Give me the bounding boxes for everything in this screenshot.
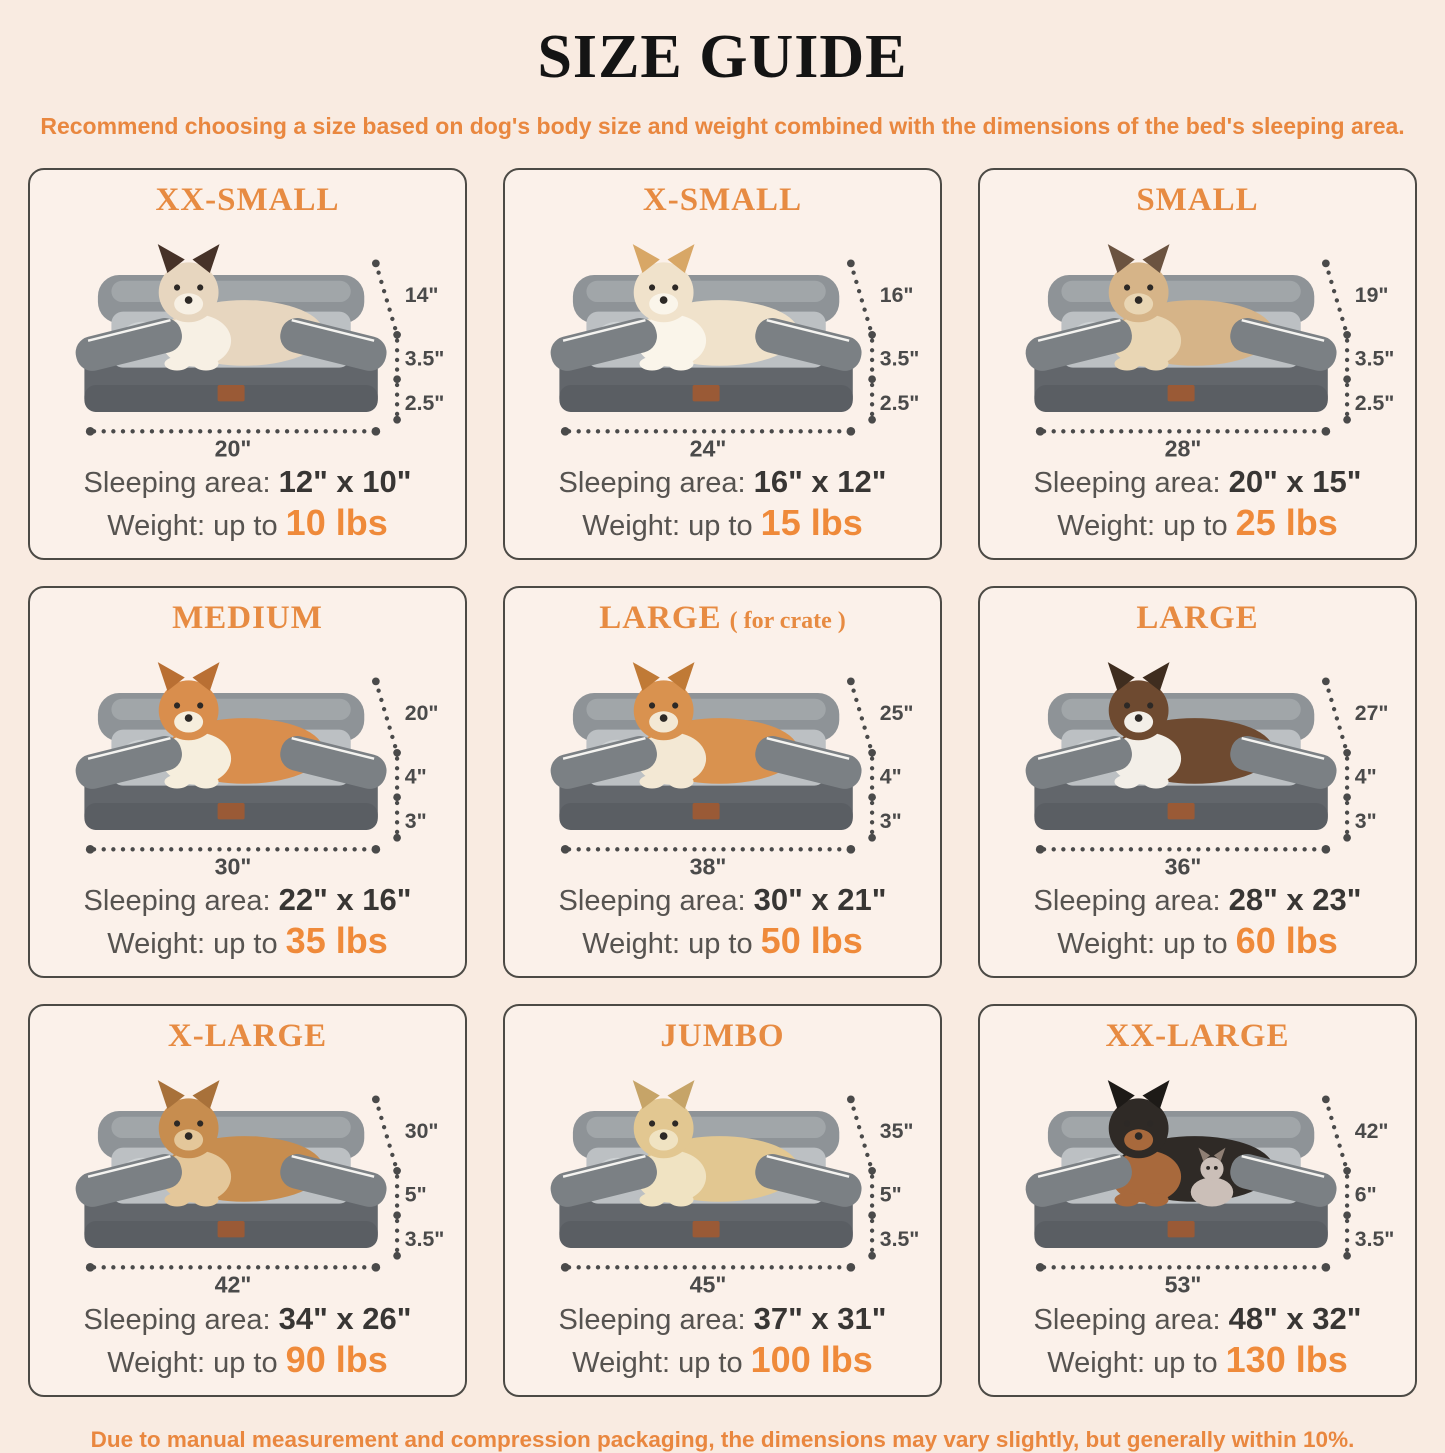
weight-line <box>515 502 930 544</box>
weight-value: 50 lbs <box>760 920 863 962</box>
brand-tag <box>693 385 720 401</box>
length-dim-line <box>851 1100 872 1171</box>
companion-right-eye <box>1214 1166 1218 1170</box>
bed-back-bolster-highlight <box>586 699 825 720</box>
brand-tag <box>1168 385 1195 401</box>
sleeping-area-line <box>40 464 455 500</box>
dim-dot <box>868 834 876 842</box>
size-card-title <box>990 182 1405 219</box>
length-dim-line <box>1326 1100 1347 1171</box>
dim-dot <box>847 845 856 854</box>
sleeping-area-label: Sleeping area: <box>83 885 271 918</box>
dim-dot <box>561 427 570 436</box>
bed-figure <box>40 219 455 462</box>
dim-dot <box>1343 331 1351 339</box>
dim-dot <box>1322 845 1331 854</box>
width-dim-label: 42" <box>214 1271 252 1298</box>
pet-nose <box>660 714 668 722</box>
size-name: LARGE <box>599 600 722 637</box>
weight-value: 130 lbs <box>1225 1338 1348 1380</box>
bed-figure <box>515 637 930 880</box>
dog-bed-illustration <box>515 1055 930 1298</box>
dim-dot <box>372 845 381 854</box>
length-dim-line <box>851 263 872 334</box>
brand-tag <box>218 803 245 819</box>
dim-dot <box>372 678 380 686</box>
size-card <box>978 1004 1417 1396</box>
companion-left-eye <box>1206 1166 1210 1170</box>
pet-right-paw <box>668 775 693 789</box>
weight-line <box>990 920 1405 962</box>
dim-dot <box>1343 1212 1351 1220</box>
bed-back-bolster-highlight <box>586 281 825 302</box>
pet-left-paw <box>640 357 665 371</box>
brand-tag <box>218 385 245 401</box>
weight-value: 90 lbs <box>285 1338 388 1380</box>
size-card-title <box>40 1018 455 1055</box>
dim-dot <box>868 794 876 802</box>
size-card-title <box>990 1018 1405 1055</box>
dog-bed-illustration <box>990 637 1405 880</box>
size-card <box>28 1004 467 1396</box>
pet-left-eye <box>649 703 655 709</box>
length-dim-label: 42" <box>1354 1120 1389 1144</box>
dim-dot <box>561 845 570 854</box>
pet-right-paw <box>668 1193 693 1207</box>
dim-dot <box>1322 1096 1330 1104</box>
pet-right-eye <box>197 1121 203 1127</box>
brand-tag <box>1168 1221 1195 1237</box>
bolster-dim-label: 3.5" <box>879 347 920 371</box>
base-dim-label: 2.5" <box>404 392 445 416</box>
base-dim-label: 3.5" <box>1354 1228 1395 1252</box>
bolster-dim-label: 3.5" <box>1354 347 1395 371</box>
dim-dot <box>372 1263 381 1272</box>
sleeping-area-label: Sleeping area: <box>1033 1303 1221 1336</box>
pet-left-paw <box>165 1193 190 1207</box>
weight-label: Weight: up to <box>107 1346 278 1379</box>
bed-figure <box>515 1055 930 1298</box>
length-dim-line <box>851 682 872 753</box>
dim-dot <box>1343 416 1351 424</box>
dim-dot <box>86 845 95 854</box>
base-dim-label: 3.5" <box>404 1228 445 1252</box>
length-dim-line <box>376 1100 397 1171</box>
size-card-title <box>40 182 455 219</box>
bolster-dim-label: 3.5" <box>404 347 445 371</box>
weight-value: 100 lbs <box>750 1338 873 1380</box>
weight-label: Weight: up to <box>582 510 753 543</box>
bed-back-bolster-highlight <box>1061 699 1300 720</box>
dog-bed-illustration <box>515 637 930 880</box>
dim-dot <box>1343 375 1351 383</box>
length-dim-label: 14" <box>404 283 439 307</box>
sleeping-area-value: 20" x 15" <box>1228 464 1362 500</box>
size-card <box>28 168 467 560</box>
dim-dot <box>1343 749 1351 757</box>
dim-dot <box>86 427 95 436</box>
weight-label: Weight: up to <box>1047 1346 1218 1379</box>
sleeping-area-line <box>990 464 1405 500</box>
sleeping-area-value: 37" x 31" <box>753 1300 887 1336</box>
pet-right-eye <box>1147 703 1153 709</box>
bed-figure <box>990 219 1405 462</box>
weight-label: Weight: up to <box>107 510 278 543</box>
pet-right-eye <box>1147 284 1153 290</box>
pet-nose <box>1135 714 1143 722</box>
dim-dot <box>1322 260 1330 268</box>
dim-dot <box>561 1263 570 1272</box>
pet-right-eye <box>1147 1121 1153 1127</box>
length-dim-label: 27" <box>1354 702 1389 726</box>
bed-figure <box>515 219 930 462</box>
length-dim-label: 16" <box>879 283 914 307</box>
page-title: SIZE GUIDE <box>537 23 908 91</box>
width-dim-label: 53" <box>1164 1271 1202 1298</box>
size-card <box>28 586 467 978</box>
sleeping-area-line <box>990 1301 1405 1337</box>
sleeping-area-value: 34" x 26" <box>278 1300 412 1336</box>
dim-dot <box>393 1252 401 1260</box>
bed-back-bolster-highlight <box>1061 281 1300 302</box>
sleeping-area-value: 30" x 21" <box>753 882 887 918</box>
size-card-title <box>990 600 1405 637</box>
dim-dot <box>393 331 401 339</box>
length-dim-line <box>376 263 397 334</box>
bolster-dim-label: 4" <box>404 765 427 789</box>
weight-label: Weight: up to <box>1057 510 1228 543</box>
recommendation-subtitle: Recommend choosing a size based on dog's body size and weight combined with the dimensions of the bed's sleeping area. <box>40 113 1405 139</box>
size-note: ( for crate ) <box>729 608 846 635</box>
dim-dot <box>1343 794 1351 802</box>
dim-dot <box>868 331 876 339</box>
dim-dot <box>1343 834 1351 842</box>
pet-left-eye <box>1124 1121 1130 1127</box>
brand-tag <box>693 1221 720 1237</box>
bolster-dim-label: 5" <box>404 1184 427 1208</box>
bed-figure <box>40 1055 455 1298</box>
dim-dot <box>847 678 855 686</box>
width-dim-label: 38" <box>689 853 727 880</box>
pet-left-paw <box>1115 775 1140 789</box>
bed-back-bolster-highlight <box>586 1117 825 1138</box>
dog-bed-illustration <box>515 219 930 462</box>
weight-value: 10 lbs <box>285 502 388 544</box>
pet-right-paw <box>193 775 218 789</box>
dog-bed-illustration <box>990 219 1405 462</box>
weight-label: Weight: up to <box>107 928 278 961</box>
pet-left-paw <box>165 775 190 789</box>
dim-dot <box>393 834 401 842</box>
pet-right-paw <box>1143 775 1168 789</box>
pet-left-eye <box>174 1121 180 1127</box>
dim-dot <box>1322 678 1330 686</box>
dog-bed-illustration <box>40 1055 455 1298</box>
pet-nose <box>185 1133 193 1141</box>
dim-dot <box>1322 1263 1331 1272</box>
size-card-title <box>40 600 455 637</box>
disclaimer-footer: Due to manual measurement and compression packaging, the dimensions may vary slightly, but generally within 10%. <box>90 1426 1355 1452</box>
dim-dot <box>868 1212 876 1220</box>
weight-line <box>40 920 455 962</box>
length-dim-label: 30" <box>404 1120 439 1144</box>
sleeping-area-label: Sleeping area: <box>1033 467 1221 500</box>
dim-dot <box>868 749 876 757</box>
weight-line <box>515 920 930 962</box>
dim-dot <box>393 1167 401 1175</box>
size-name: X-SMALL <box>642 182 803 218</box>
size-card-title <box>515 600 930 637</box>
sleeping-area-value: 16" x 12" <box>753 464 887 500</box>
dim-dot <box>868 375 876 383</box>
bolster-dim-label: 4" <box>879 765 902 789</box>
weight-label: Weight: up to <box>572 1346 743 1379</box>
companion-head <box>1200 1158 1223 1181</box>
size-card <box>978 586 1417 978</box>
size-name: SMALL <box>1136 182 1259 218</box>
width-dim-label: 30" <box>214 853 252 880</box>
weight-label: Weight: up to <box>1057 928 1228 961</box>
base-dim-label: 3" <box>404 810 427 834</box>
dim-dot <box>847 427 856 436</box>
bolster-dim-label: 5" <box>879 1184 902 1208</box>
size-name: JUMBO <box>660 1018 785 1055</box>
size-card-title <box>515 182 930 219</box>
pet-left-paw <box>1115 1193 1140 1207</box>
pet-nose <box>1135 296 1143 304</box>
dim-dot <box>1036 427 1045 436</box>
weight-value: 25 lbs <box>1235 502 1338 544</box>
sleeping-area-line <box>515 882 930 918</box>
pet-nose <box>660 296 668 304</box>
dim-dot <box>847 1263 856 1272</box>
dim-dot <box>868 1167 876 1175</box>
weight-line <box>990 1339 1405 1381</box>
length-dim-label: 35" <box>879 1120 914 1144</box>
dim-dot <box>393 749 401 757</box>
dim-dot <box>1343 1167 1351 1175</box>
dim-dot <box>1322 427 1331 436</box>
dim-dot <box>393 416 401 424</box>
base-dim-label: 3" <box>1354 810 1377 834</box>
width-dim-label: 28" <box>1164 435 1202 462</box>
size-grid <box>28 168 1417 1397</box>
weight-line <box>515 1339 930 1381</box>
dim-dot <box>868 416 876 424</box>
pet-right-eye <box>672 1121 678 1127</box>
pet-left-eye <box>649 284 655 290</box>
sleeping-area-value: 22" x 16" <box>278 882 412 918</box>
base-dim-label: 3.5" <box>879 1228 920 1252</box>
size-card <box>503 168 942 560</box>
sleeping-area-label: Sleeping area: <box>1033 885 1221 918</box>
base-dim-label: 2.5" <box>1354 392 1395 416</box>
sleeping-area-line <box>515 1301 930 1337</box>
pet-left-paw <box>640 775 665 789</box>
companion-body <box>1191 1178 1233 1207</box>
brand-tag <box>693 803 720 819</box>
bed-back-bolster-highlight <box>111 699 350 720</box>
sleeping-area-label: Sleeping area: <box>558 1303 746 1336</box>
dim-dot <box>1036 845 1045 854</box>
brand-tag <box>218 1221 245 1237</box>
sleeping-area-label: Sleeping area: <box>83 1303 271 1336</box>
pet-nose <box>185 714 193 722</box>
dim-dot <box>86 1263 95 1272</box>
width-dim-label: 20" <box>214 435 252 462</box>
pet-left-eye <box>174 284 180 290</box>
sleeping-area-label: Sleeping area: <box>558 467 746 500</box>
sleeping-area-value: 28" x 23" <box>1228 882 1362 918</box>
pet-right-eye <box>197 284 203 290</box>
bed-back-bolster-highlight <box>111 281 350 302</box>
size-card <box>503 586 942 978</box>
size-name: X-LARGE <box>167 1018 328 1055</box>
sleeping-area-label: Sleeping area: <box>83 467 271 500</box>
bolster-dim-label: 4" <box>1354 765 1377 789</box>
dim-dot <box>372 260 380 268</box>
bed-figure <box>40 637 455 880</box>
pet-right-paw <box>193 357 218 371</box>
size-name: XX-LARGE <box>1105 1018 1290 1055</box>
dim-dot <box>868 1252 876 1260</box>
dim-dot <box>1036 1263 1045 1272</box>
pet-left-paw <box>165 357 190 371</box>
pet-left-paw <box>640 1193 665 1207</box>
weight-line <box>990 502 1405 544</box>
pet-left-eye <box>1124 284 1130 290</box>
sleeping-area-value: 12" x 10" <box>278 464 412 500</box>
sleeping-area-line <box>40 1301 455 1337</box>
sleeping-area-line <box>990 882 1405 918</box>
dim-dot <box>1343 1252 1351 1260</box>
pet-left-paw <box>1115 357 1140 371</box>
dim-dot <box>372 1096 380 1104</box>
weight-line <box>40 502 455 544</box>
pet-nose <box>660 1133 668 1141</box>
pet-right-paw <box>1143 1193 1168 1207</box>
dim-dot <box>393 375 401 383</box>
pet-right-paw <box>668 357 693 371</box>
dim-dot <box>393 1212 401 1220</box>
bed-back-bolster-highlight <box>1061 1117 1300 1138</box>
length-dim-line <box>376 682 397 753</box>
size-card <box>978 168 1417 560</box>
sleeping-area-label: Sleeping area: <box>558 885 746 918</box>
pet-left-eye <box>174 703 180 709</box>
pet-right-paw <box>1143 357 1168 371</box>
size-card-title <box>515 1018 930 1055</box>
dim-dot <box>847 260 855 268</box>
dog-bed-illustration <box>990 1055 1405 1298</box>
brand-tag <box>1168 803 1195 819</box>
weight-label: Weight: up to <box>582 928 753 961</box>
width-dim-label: 24" <box>689 435 727 462</box>
pet-right-eye <box>197 703 203 709</box>
pet-right-eye <box>672 284 678 290</box>
size-name: LARGE <box>1136 600 1259 637</box>
length-dim-line <box>1326 263 1347 334</box>
pet-left-eye <box>1124 703 1130 709</box>
length-dim-line <box>1326 682 1347 753</box>
dim-dot <box>372 427 381 436</box>
dim-dot <box>393 794 401 802</box>
bed-figure <box>990 637 1405 880</box>
size-card <box>503 1004 942 1396</box>
width-dim-label: 45" <box>689 1271 727 1298</box>
dim-dot <box>847 1096 855 1104</box>
base-dim-label: 2.5" <box>879 392 920 416</box>
pet-right-paw <box>193 1193 218 1207</box>
sleeping-area-line <box>40 882 455 918</box>
pet-nose <box>1135 1133 1143 1141</box>
dog-bed-illustration <box>40 219 455 462</box>
pet-nose <box>185 296 193 304</box>
bolster-dim-label: 6" <box>1354 1184 1377 1208</box>
weight-value: 35 lbs <box>285 920 388 962</box>
pet-right-eye <box>672 703 678 709</box>
bed-back-bolster-highlight <box>111 1117 350 1138</box>
size-name: XX-SMALL <box>155 182 340 218</box>
weight-value: 60 lbs <box>1235 920 1338 962</box>
base-dim-label: 3" <box>879 810 902 834</box>
length-dim-label: 25" <box>879 702 914 726</box>
weight-value: 15 lbs <box>760 502 863 544</box>
width-dim-label: 36" <box>1164 853 1202 880</box>
pet-left-eye <box>649 1121 655 1127</box>
sleeping-area-line <box>515 464 930 500</box>
length-dim-label: 19" <box>1354 283 1389 307</box>
bed-figure <box>990 1055 1405 1298</box>
weight-line <box>40 1339 455 1381</box>
length-dim-label: 20" <box>404 702 439 726</box>
sleeping-area-value: 48" x 32" <box>1228 1300 1362 1336</box>
size-name: MEDIUM <box>172 600 323 637</box>
dog-bed-illustration <box>40 637 455 880</box>
